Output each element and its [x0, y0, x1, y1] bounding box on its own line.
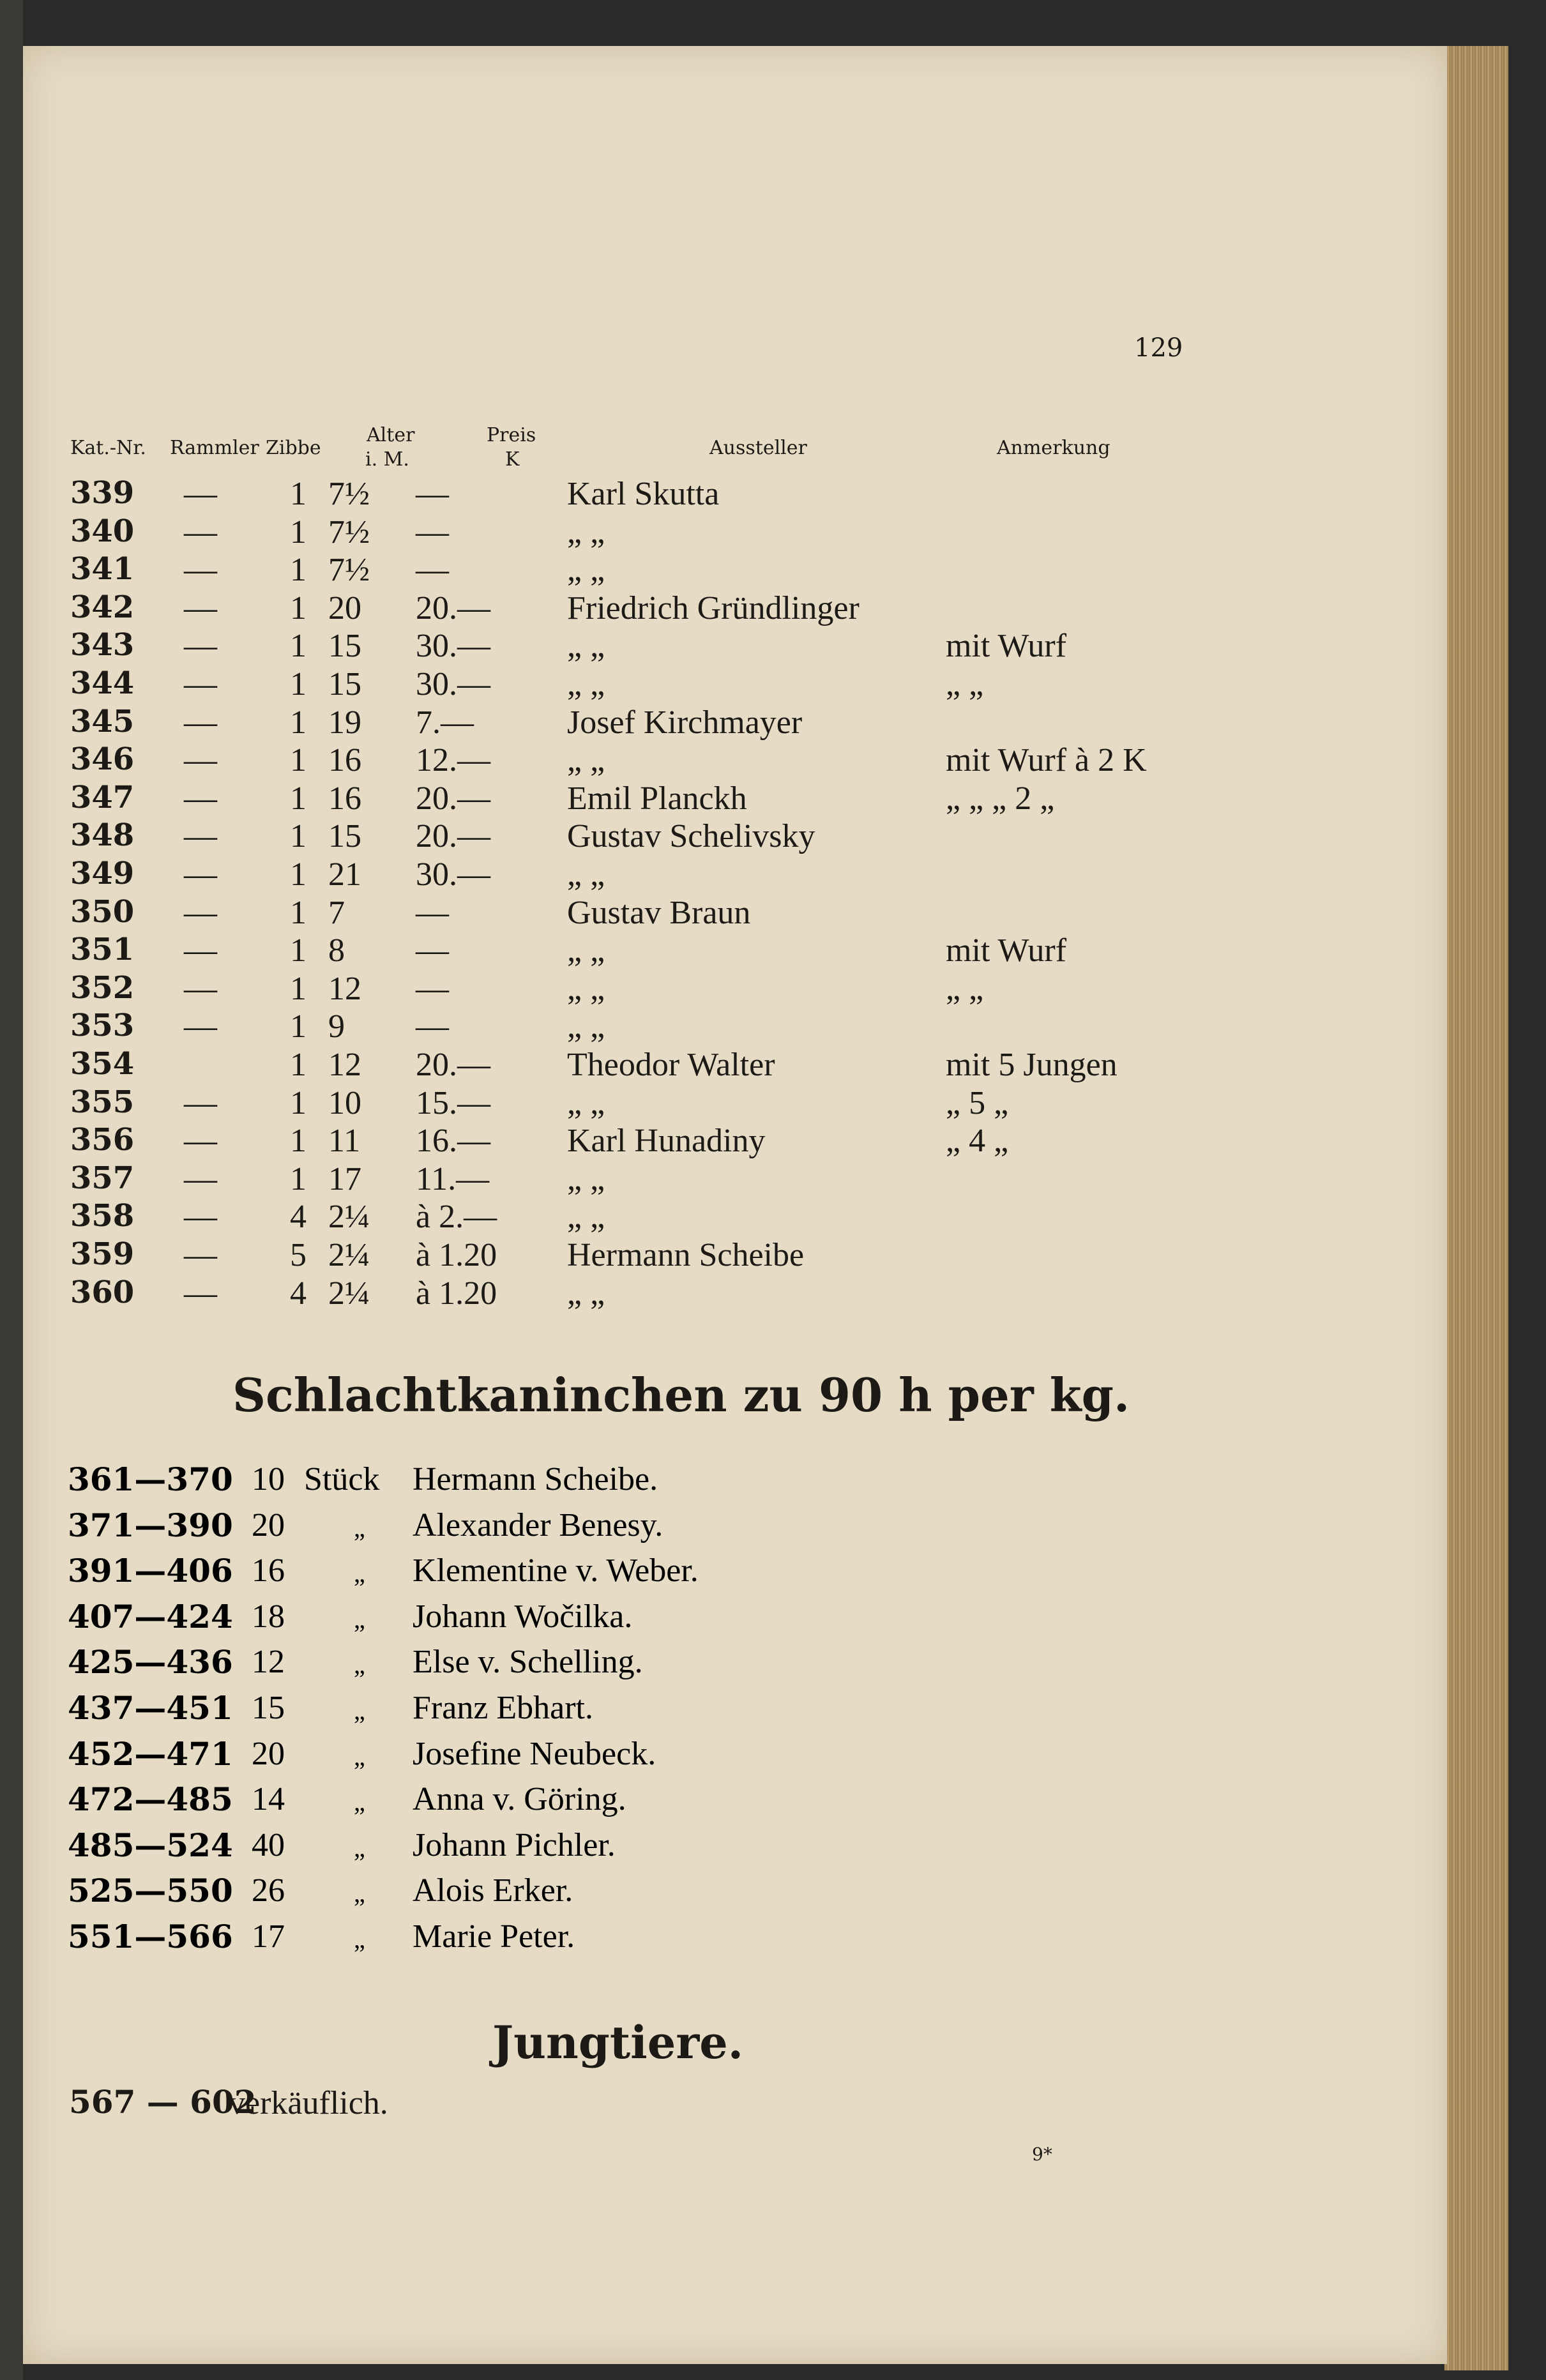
header-alter-unit: i. M. [365, 448, 409, 471]
cell-alter: 12 [328, 970, 361, 1007]
cell-rammler: — [184, 1008, 217, 1045]
item-range: 437—451 [68, 1689, 233, 1727]
item-range: 361—370 [68, 1460, 233, 1498]
cell-zibbe: 1 [290, 1123, 307, 1160]
cell-kat: 349 [70, 856, 135, 891]
cell-rammler: — [184, 932, 217, 969]
item-qty: 20 [252, 1506, 285, 1543]
list-item [23, 1643, 1447, 1688]
page-edge [1444, 46, 1508, 2370]
cell-preis: 30.— [416, 628, 490, 665]
cell-anmerkung: „ 5 „ [946, 1084, 1009, 1121]
list-item [23, 1506, 1447, 1551]
cell-aussteller: „ „ [567, 552, 605, 589]
cell-preis: 30.— [416, 856, 490, 893]
cell-aussteller: Karl Hunadiny [567, 1123, 766, 1160]
item-qty: 17 [252, 1918, 285, 1955]
item-range: 485—524 [68, 1826, 233, 1864]
cell-zibbe: 1 [290, 894, 307, 931]
cell-zibbe: 4 [290, 1199, 307, 1236]
cell-aussteller: „ „ [567, 742, 605, 779]
cell-aussteller: „ „ [567, 970, 605, 1007]
item-unit: Stück [304, 1461, 380, 1497]
list-item [23, 1872, 1447, 1916]
item-qty: 20 [252, 1735, 285, 1772]
cell-rammler: — [184, 666, 217, 702]
cell-kat: 345 [70, 703, 135, 739]
item-range: 452—471 [68, 1734, 233, 1773]
cell-anmerkung: „ „ [946, 666, 984, 702]
cell-zibbe: 1 [290, 589, 307, 626]
item-name: Franz Ebhart. [413, 1690, 594, 1726]
cell-preis: 20.— [416, 780, 490, 817]
item-qty: 16 [252, 1552, 285, 1589]
cell-preis: 16.— [416, 1123, 490, 1160]
cell-rammler: — [184, 628, 217, 665]
cell-alter: 20 [328, 589, 361, 626]
cell-zibbe: 1 [290, 780, 307, 817]
list-item [23, 1689, 1447, 1734]
item-name: Alois Erker. [413, 1872, 573, 1909]
cell-aussteller: „ „ [567, 1275, 605, 1312]
cell-preis: 15.— [416, 1084, 490, 1121]
item-ditto: „ [354, 1787, 365, 1817]
table-row [23, 589, 1447, 628]
cell-rammler: — [184, 1084, 217, 1121]
cell-rammler: — [184, 1199, 217, 1236]
table-row [23, 1275, 1447, 1313]
item-qty: 40 [252, 1826, 285, 1863]
jung-text: verkäuflich. [229, 2085, 388, 2121]
cell-alter: 11 [328, 1123, 361, 1160]
item-range: 472—485 [68, 1780, 233, 1819]
cell-kat: 339 [70, 475, 135, 511]
item-range: 551—566 [68, 1918, 233, 1955]
table-row [23, 475, 1447, 513]
cell-anmerkung: „ „ „ 2 „ [946, 780, 1055, 817]
cell-kat: 343 [70, 627, 135, 663]
cell-kat: 342 [70, 589, 135, 625]
cell-rammler: — [184, 742, 217, 779]
item-name: Anna v. Göring. [413, 1781, 626, 1818]
cell-zibbe: 1 [290, 552, 307, 589]
cell-preis: 11.— [416, 1160, 490, 1197]
cell-preis: — [416, 552, 449, 589]
item-name: Marie Peter. [413, 1918, 575, 1955]
cell-kat: 357 [70, 1160, 135, 1196]
cell-aussteller: „ „ [567, 932, 605, 969]
cell-rammler: — [184, 476, 217, 512]
item-qty: 14 [252, 1781, 285, 1818]
table-row [23, 1008, 1447, 1046]
cell-kat: 354 [70, 1046, 135, 1082]
cell-alter: 2¼ [328, 1237, 370, 1273]
cell-alter: 15 [328, 628, 361, 665]
header-aussteller: Aussteller [709, 437, 807, 459]
cell-rammler: — [184, 704, 217, 741]
table-row [23, 741, 1447, 780]
cell-zibbe: 1 [290, 1084, 307, 1121]
cell-zibbe: 1 [290, 970, 307, 1007]
cell-aussteller: Theodor Walter [567, 1047, 775, 1083]
cell-alter: 17 [328, 1160, 361, 1197]
cell-zibbe: 4 [290, 1275, 307, 1312]
item-qty: 26 [252, 1872, 285, 1909]
cell-aussteller: „ „ [567, 856, 605, 893]
list-item [23, 1460, 1447, 1505]
item-range: 425—436 [68, 1643, 233, 1681]
item-range: 407—424 [68, 1597, 233, 1635]
item-ditto: „ [354, 1650, 365, 1679]
table-row [23, 856, 1447, 894]
cell-zibbe: 1 [290, 1047, 307, 1083]
jung-range: 567 — 602 [69, 2083, 257, 2121]
list-item [23, 1598, 1447, 1642]
cell-anmerkung: „ 4 „ [946, 1123, 1009, 1160]
cell-rammler: — [184, 856, 217, 893]
cell-preis: 20.— [416, 589, 490, 626]
adjacent-page-strip [0, 0, 23, 2380]
item-range: 525—550 [68, 1872, 233, 1910]
cell-kat: 350 [70, 893, 135, 930]
cell-rammler: — [184, 780, 217, 817]
table-row [23, 627, 1447, 665]
table-row [23, 665, 1447, 704]
list-item [23, 1552, 1447, 1596]
cell-aussteller: „ „ [567, 1008, 605, 1045]
cell-preis: 12.— [416, 742, 490, 779]
item-qty: 10 [252, 1461, 285, 1497]
item-ditto: „ [354, 1604, 365, 1633]
cell-anmerkung: mit Wurf à 2 K [946, 742, 1147, 779]
cell-alter: 7½ [328, 552, 370, 589]
table-row [23, 817, 1447, 856]
cell-kat: 353 [70, 1008, 135, 1044]
item-ditto: „ [354, 1559, 365, 1588]
table-row [23, 894, 1447, 932]
item-ditto: „ [354, 1513, 365, 1542]
cell-alter: 16 [328, 780, 361, 817]
cell-alter: 19 [328, 704, 361, 741]
cell-aussteller: Gustav Braun [567, 894, 751, 931]
cell-alter: 15 [328, 666, 361, 702]
table-row [23, 1122, 1447, 1160]
list-item [23, 1735, 1447, 1780]
cell-kat: 352 [70, 969, 135, 1006]
cell-alter: 15 [328, 818, 361, 855]
item-ditto: „ [354, 1696, 365, 1725]
table-row [23, 1084, 1447, 1123]
cell-zibbe: 1 [290, 513, 307, 550]
cell-anmerkung: „ „ [946, 970, 984, 1007]
cell-aussteller: Karl Skutta [567, 476, 720, 512]
cell-zibbe: 1 [290, 932, 307, 969]
cell-rammler: — [184, 513, 217, 550]
cell-aussteller: Emil Planckh [567, 780, 747, 817]
cell-zibbe: 1 [290, 666, 307, 702]
table-row [23, 932, 1447, 970]
cell-alter: 16 [328, 742, 361, 779]
table-row [23, 551, 1447, 589]
cell-rammler: — [184, 1275, 217, 1312]
cell-aussteller: Hermann Scheibe [567, 1237, 805, 1273]
cell-zibbe: 1 [290, 476, 307, 512]
cell-kat: 358 [70, 1198, 135, 1234]
cell-zibbe: 1 [290, 856, 307, 893]
item-name: Klementine v. Weber. [413, 1552, 699, 1589]
table-row [23, 1198, 1447, 1236]
cell-preis: — [416, 513, 449, 550]
cell-aussteller: „ „ [567, 1160, 605, 1197]
page-number: 129 [1134, 333, 1183, 363]
cell-preis: 7.— [416, 704, 474, 741]
table-row [23, 780, 1447, 818]
cell-alter: 12 [328, 1047, 361, 1083]
cell-anmerkung: mit Wurf [946, 932, 1067, 969]
table-row [23, 970, 1447, 1008]
cell-zibbe: 1 [290, 1160, 307, 1197]
cell-preis: 20.— [416, 1047, 490, 1083]
signature-mark: 9* [1032, 2144, 1052, 2165]
item-range: 391—406 [68, 1552, 233, 1590]
item-ditto: „ [354, 1833, 365, 1862]
cell-rammler: — [184, 1160, 217, 1197]
cell-aussteller: Friedrich Gründlinger [567, 589, 860, 626]
item-name: Johann Pichler. [413, 1826, 616, 1863]
cell-rammler: — [184, 552, 217, 589]
cell-alter: 7½ [328, 513, 370, 550]
document-page [23, 46, 1447, 2364]
cell-kat: 346 [70, 741, 135, 778]
cell-rammler: — [184, 1123, 217, 1160]
cell-anmerkung: mit 5 Jungen [946, 1047, 1118, 1083]
cell-preis: — [416, 932, 449, 969]
list-item [23, 1826, 1447, 1871]
cell-rammler: — [184, 818, 217, 855]
cell-zibbe: 1 [290, 818, 307, 855]
cell-kat: 344 [70, 665, 135, 701]
table-row [23, 513, 1447, 552]
cell-kat: 360 [70, 1274, 135, 1310]
item-name: Johann Wočilka. [413, 1598, 633, 1635]
header-kat-nr: Kat.-Nr. [70, 437, 146, 459]
cell-preis: — [416, 1008, 449, 1045]
cell-kat: 347 [70, 779, 135, 815]
item-range: 371—390 [68, 1506, 233, 1544]
cell-zibbe: 1 [290, 742, 307, 779]
item-ditto: „ [354, 1925, 365, 1953]
list-item [23, 1780, 1447, 1825]
cell-aussteller: Gustav Schelivsky [567, 818, 815, 855]
cell-preis: à 1.20 [416, 1237, 497, 1273]
cell-aussteller: „ „ [567, 1084, 605, 1121]
header-preis-unit: K [505, 448, 520, 471]
cell-alter: 10 [328, 1084, 361, 1121]
header-preis: Preis [487, 424, 536, 446]
cell-zibbe: 1 [290, 1008, 307, 1045]
cell-zibbe: 5 [290, 1237, 307, 1273]
cell-preis: à 2.— [416, 1199, 497, 1236]
cell-alter: 2¼ [328, 1275, 370, 1312]
cell-kat: 340 [70, 513, 135, 549]
cell-rammler: — [184, 1237, 217, 1273]
cell-preis: — [416, 970, 449, 1007]
header-rammler: Rammler [170, 437, 259, 459]
cell-aussteller: Josef Kirchmayer [567, 704, 803, 741]
table-row [23, 1236, 1447, 1275]
cell-alter: 9 [328, 1008, 345, 1045]
cell-preis: — [416, 476, 449, 512]
cell-alter: 8 [328, 932, 345, 969]
cell-preis: — [416, 894, 449, 931]
cell-alter: 2¼ [328, 1199, 370, 1236]
cell-preis: à 1.20 [416, 1275, 497, 1312]
cell-alter: 7 [328, 894, 345, 931]
header-alter: Alter [367, 424, 415, 446]
cell-zibbe: 1 [290, 704, 307, 741]
item-ditto: „ [354, 1741, 365, 1771]
header-anmerkung: Anmerkung [997, 437, 1110, 459]
cell-kat: 341 [70, 551, 135, 587]
section-title-jung: Jungtiere. [492, 2016, 744, 2069]
cell-aussteller: „ „ [567, 1199, 605, 1236]
cell-preis: 30.— [416, 666, 490, 702]
item-qty: 15 [252, 1690, 285, 1726]
cell-kat: 348 [70, 817, 135, 854]
cell-preis: 20.— [416, 818, 490, 855]
item-name: Else v. Schelling. [413, 1644, 643, 1681]
cell-aussteller: „ „ [567, 513, 605, 550]
item-name: Alexander Benesy. [413, 1506, 663, 1543]
item-qty: 18 [252, 1598, 285, 1635]
item-name: Josefine Neubeck. [413, 1735, 656, 1772]
table-row [23, 704, 1447, 742]
table-row [23, 1046, 1447, 1084]
cell-zibbe: 1 [290, 628, 307, 665]
header-zibbe: Zibbe [266, 437, 321, 459]
section-title-schlacht: Schlachtkaninchen zu 90 h per kg. [232, 1368, 1130, 1422]
cell-alter: 21 [328, 856, 361, 893]
cell-anmerkung: mit Wurf [946, 628, 1067, 665]
list-item [23, 1918, 1447, 1962]
cell-kat: 359 [70, 1236, 135, 1272]
cell-aussteller: „ „ [567, 666, 605, 702]
item-name: Hermann Scheibe. [413, 1461, 658, 1497]
cell-kat: 355 [70, 1084, 135, 1120]
item-qty: 12 [252, 1644, 285, 1681]
cell-rammler: — [184, 970, 217, 1007]
item-ditto: „ [354, 1879, 365, 1908]
cell-kat: 351 [70, 932, 135, 968]
cell-kat: 356 [70, 1122, 135, 1158]
cell-rammler: — [184, 589, 217, 626]
cell-rammler: — [184, 894, 217, 931]
cell-aussteller: „ „ [567, 628, 605, 665]
cell-alter: 7½ [328, 476, 370, 512]
table-row [23, 1160, 1447, 1199]
